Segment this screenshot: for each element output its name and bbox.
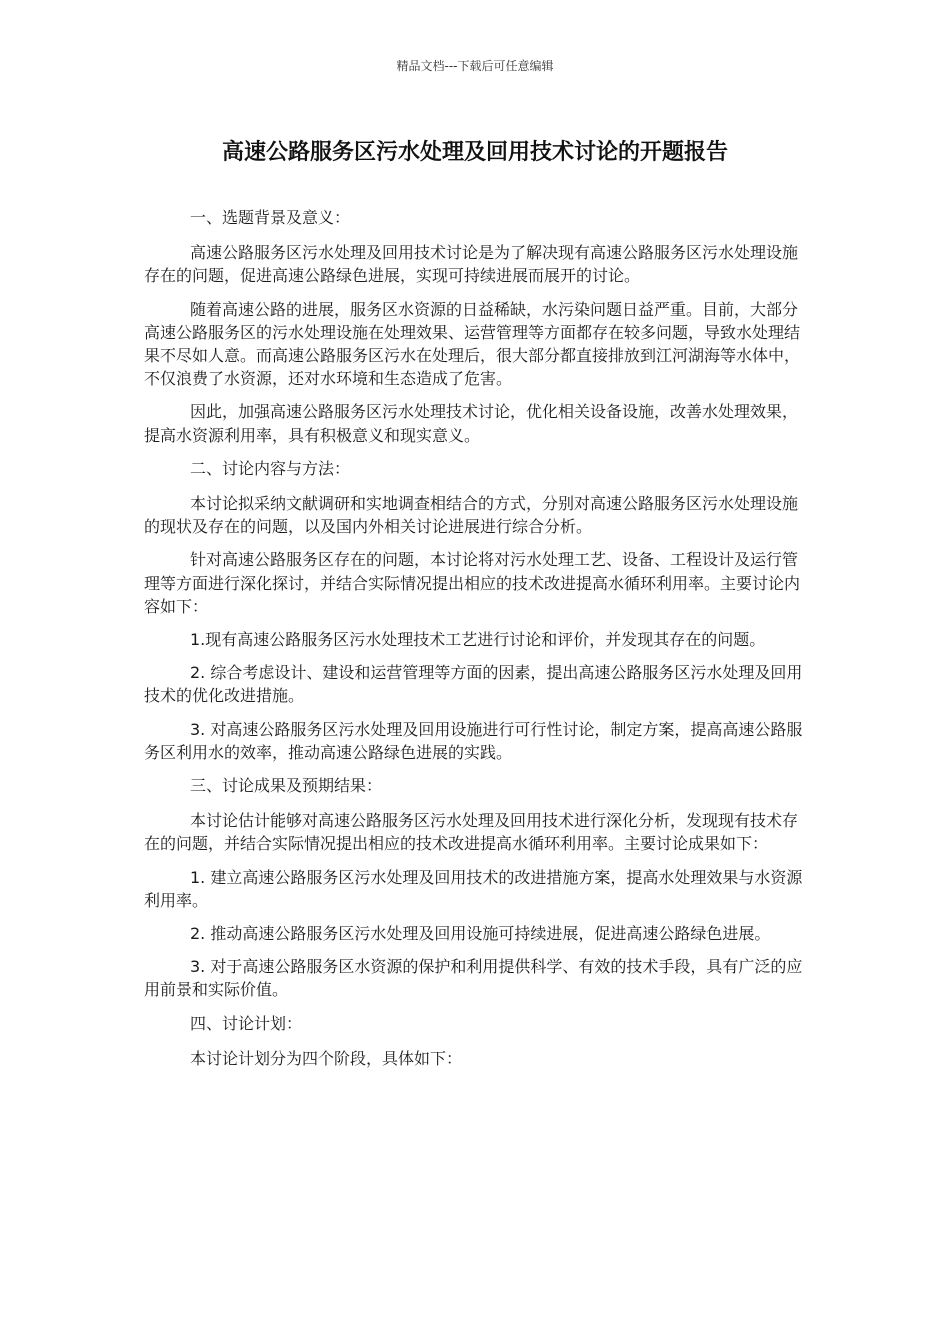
section-heading-background: 一、选题背景及意义： [190, 208, 351, 227]
paragraph: 针对高速公路服务区存在的问题，本讨论将对污水处理工艺、设备、工程设计及运行管理等方面进行深化探讨，并结合实际情况提出相应的技术改进提高水循环利用率。主要讨论内容如下： [144, 550, 801, 616]
document-title: 高速公路服务区污水处理及回用技术讨论的开题报告 [221, 140, 728, 165]
list-item: 1.现有高速公路服务区污水处理技术工艺进行讨论和评价，并发现其存在的问题。 [190, 630, 766, 650]
paragraph: 本讨论拟采纳文献调研和实地调查相结合的方式，分别对高速公路服务区污水处理设施的现状及存在的问题，以及国内外相关讨论进展进行综合分析。 [144, 494, 799, 537]
paragraph: 本讨论估计能够对高速公路服务区污水处理及回用技术进行深化分析，发现现有技术存在的问题，并结合实际情况提出相应的技术改进提高水循环利用率。主要讨论成果如下： [144, 811, 799, 854]
paragraph: 因此，加强高速公路服务区污水处理技术讨论，优化相关设备设施，改善水处理效果，提高水资源利用率，具有积极意义和现实意义。 [144, 402, 799, 445]
section-heading-results: 三、讨论成果及预期结果： [190, 776, 383, 796]
paragraph: 高速公路服务区污水处理及回用技术讨论是为了解决现有高速公路服务区污水处理设施存在的问题，促进高速公路绿色进展，实现可持续进展而展开的讨论。 [144, 243, 799, 286]
list-item: 2. 推动高速公路服务区污水处理及回用设施可持续进展，促进高速公路绿色进展。 [190, 924, 771, 944]
section-heading-content-method: 二、讨论内容与方法： [190, 458, 351, 478]
list-item: 3. 对于高速公路服务区水资源的保护和利用提供科学、有效的技术手段，具有广泛的应用前景和实际价值。 [144, 957, 803, 1000]
section-heading-plan: 四、讨论计划： [190, 1013, 303, 1033]
list-item: 3. 对高速公路服务区污水处理及回用设施进行可行性讨论，制定方案，提高高速公路服务区利用水的效率，推动高速公路绿色进展的实践。 [144, 719, 803, 762]
list-item: 1. 建立高速公路服务区污水处理及回用技术的改进措施方案，提高水处理效果与水资源利用率。 [144, 867, 803, 910]
header-note: 精品文档---下载后可任意编辑 [396, 59, 554, 73]
list-item: 2. 综合考虑设计、建设和运营管理等方面的因素，提出高速公路服务区污水处理及回用技术的优化改进措施。 [144, 663, 803, 706]
document-body [144, 206, 812, 1080]
paragraph: 随着高速公路的进展，服务区水资源的日益稀缺，水污染问题日益严重。目前，大部分高速公路服务区的污水处理设施在处理效果、运营管理等方面都存在较多问题，导致水处理结果不尽如人意。而高速公路服务区污水在处理后，很大部分都直接排放到江河湖海等水体中，不仅浪费了水资源，还对水环境和生态造成了危害。 [144, 299, 801, 389]
paragraph: 本讨论计划分为四个阶段，具体如下： [190, 1048, 463, 1068]
